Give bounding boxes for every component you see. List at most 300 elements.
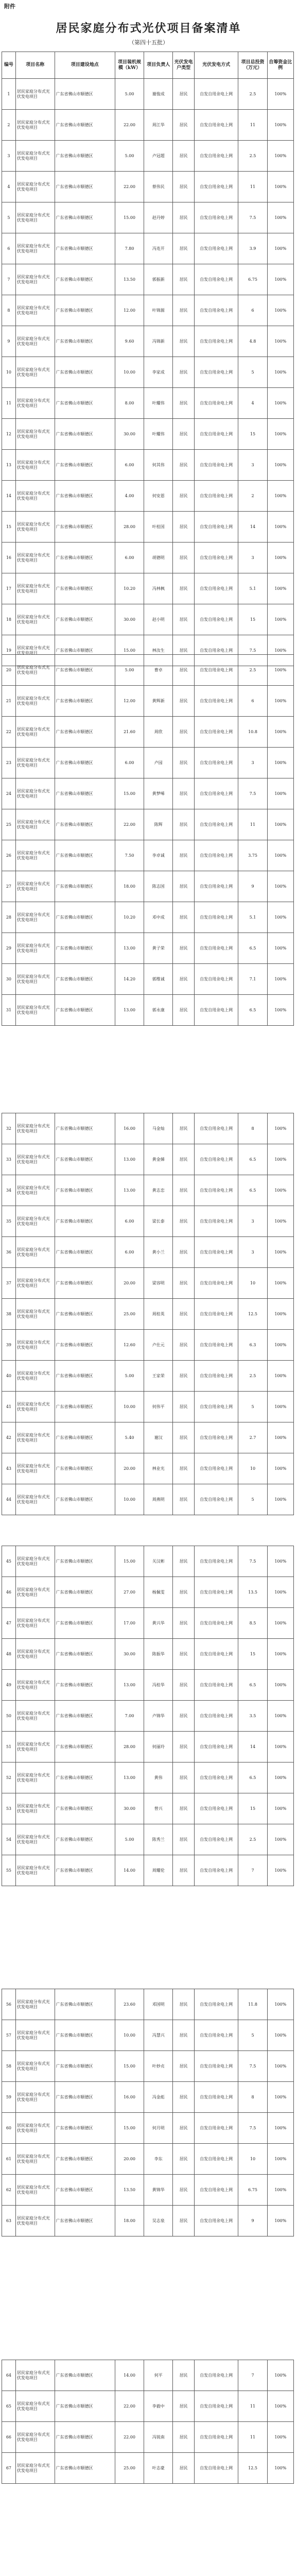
capacity-cell: 23.60 bbox=[115, 1989, 144, 2020]
person-cell: 李家成 bbox=[144, 357, 173, 388]
address-cell: 广东省佛山市顺德区 bbox=[55, 326, 115, 357]
column-header: 项目建设地点 bbox=[55, 52, 115, 79]
investment-cell: 7.5 bbox=[238, 2113, 267, 2144]
person-cell: 关汉彬 bbox=[144, 1546, 173, 1577]
capacity-cell: 14.00 bbox=[115, 1855, 144, 1886]
investment-cell: 13.5 bbox=[238, 1577, 267, 1608]
person-cell: 谢俊成 bbox=[144, 79, 173, 110]
table-row bbox=[2, 717, 294, 748]
capacity-cell: 22.00 bbox=[115, 172, 144, 202]
ratio-cell: 100% bbox=[267, 717, 293, 748]
capacity-cell: 27.00 bbox=[115, 1577, 144, 1608]
capacity-cell: 9.60 bbox=[115, 326, 144, 357]
ratio-cell: 100% bbox=[267, 1453, 293, 1484]
filing-table bbox=[2, 1113, 294, 1515]
capacity-cell: 5.00 bbox=[115, 79, 144, 110]
row-number: 25 bbox=[2, 809, 16, 840]
address-cell: 广东省佛山市顺德区 bbox=[55, 202, 115, 233]
table-row bbox=[2, 2175, 294, 2206]
capacity-cell: 6.00 bbox=[115, 1237, 144, 1268]
person-cell: 马金灿 bbox=[144, 1113, 173, 1144]
investment-cell: 15 bbox=[238, 604, 267, 635]
investment-cell: 11 bbox=[238, 172, 267, 202]
investment-cell: 6.75 bbox=[238, 2175, 267, 2206]
project-name-cell: 居民家庭分布式光伏发电项目 bbox=[15, 1237, 55, 1268]
project-name-cell: 居民家庭分布式光伏发电项目 bbox=[15, 748, 55, 778]
household-type-cell: 居民 bbox=[173, 233, 195, 264]
person-cell: 周桂英 bbox=[144, 1299, 173, 1330]
ratio-cell: 100% bbox=[267, 326, 293, 357]
ratio-cell: 100% bbox=[267, 481, 293, 512]
ratio-cell: 100% bbox=[267, 840, 293, 871]
row-number: 4 bbox=[2, 172, 16, 202]
address-cell: 广东省佛山市顺德区 bbox=[55, 2175, 115, 2206]
address-cell: 广东省佛山市顺德区 bbox=[55, 172, 115, 202]
row-number: 28 bbox=[2, 902, 16, 933]
capacity-cell: 22.00 bbox=[115, 2391, 144, 2422]
filing-table bbox=[2, 1546, 294, 1886]
investment-cell: 2 bbox=[238, 481, 267, 512]
investment-cell: 7.5 bbox=[238, 635, 267, 666]
investment-cell: 11 bbox=[238, 809, 267, 840]
household-type-cell: 居民 bbox=[173, 1824, 195, 1855]
investment-cell: 15 bbox=[238, 1793, 267, 1824]
person-cell: 周江华 bbox=[144, 110, 173, 141]
table-row bbox=[2, 1268, 294, 1299]
person-cell: 吴志泉 bbox=[144, 2206, 173, 2236]
row-number: 67 bbox=[2, 2453, 16, 2484]
method-cell: 自发自用余电上网 bbox=[194, 933, 238, 964]
method-cell: 自发自用余电上网 bbox=[194, 2113, 238, 2144]
table-row bbox=[2, 2082, 294, 2113]
household-type-cell: 居民 bbox=[173, 1330, 195, 1361]
ratio-cell: 100% bbox=[267, 2175, 293, 2206]
table-row bbox=[2, 1639, 294, 1670]
table-row bbox=[2, 264, 294, 295]
table-row bbox=[2, 1608, 294, 1639]
person-cell: 王家荣 bbox=[144, 1361, 173, 1392]
investment-cell: 5.1 bbox=[238, 573, 267, 604]
project-name-cell: 居民家庭分布式光伏发电项目 bbox=[15, 2051, 55, 2082]
ratio-cell: 100% bbox=[267, 995, 293, 1026]
project-name-cell: 居民家庭分布式光伏发电项目 bbox=[15, 1608, 55, 1639]
project-name-cell: 居民家庭分布式光伏发电项目 bbox=[15, 2453, 55, 2484]
person-cell: 何丽玲 bbox=[144, 1732, 173, 1762]
project-name-cell: 居民家庭分布式光伏发电项目 bbox=[15, 2206, 55, 2236]
method-cell: 自发自用余电上网 bbox=[194, 2391, 238, 2422]
capacity-cell: 13.00 bbox=[115, 995, 144, 1026]
table-block bbox=[2, 654, 293, 1026]
project-name-cell: 居民家庭分布式光伏发电项目 bbox=[15, 1989, 55, 2020]
investment-cell: 8.5 bbox=[238, 1608, 267, 1639]
capacity-cell: 13.00 bbox=[115, 1762, 144, 1793]
project-name-cell: 居民家庭分布式光伏发电项目 bbox=[15, 995, 55, 1026]
row-number: 35 bbox=[2, 1206, 16, 1237]
ratio-cell: 100% bbox=[267, 809, 293, 840]
address-cell: 广东省佛山市顺德区 bbox=[55, 778, 115, 809]
ratio-cell: 100% bbox=[267, 264, 293, 295]
table-row bbox=[2, 1824, 294, 1855]
address-cell: 广东省佛山市顺德区 bbox=[55, 357, 115, 388]
project-name-cell: 居民家庭分布式光伏发电项目 bbox=[15, 1422, 55, 1453]
row-number: 52 bbox=[2, 1762, 16, 1793]
row-number: 40 bbox=[2, 1361, 16, 1392]
person-cell: 叶志豪 bbox=[144, 2453, 173, 2484]
capacity-cell: 5.00 bbox=[115, 1361, 144, 1392]
table-row bbox=[2, 1299, 294, 1330]
person-cell: 叶桂国 bbox=[144, 512, 173, 543]
household-type-cell: 居民 bbox=[173, 635, 195, 666]
row-number: 12 bbox=[2, 419, 16, 450]
household-type-cell: 居民 bbox=[173, 357, 195, 388]
row-number: 1 bbox=[2, 79, 16, 110]
address-cell: 广东省佛山市顺德区 bbox=[55, 1422, 115, 1453]
household-type-cell: 居民 bbox=[173, 2422, 195, 2453]
ratio-cell: 100% bbox=[267, 1206, 293, 1237]
person-cell: 叶耀伟 bbox=[144, 419, 173, 450]
table-row bbox=[2, 964, 294, 995]
method-cell: 自发自用余电上网 bbox=[194, 110, 238, 141]
address-cell: 广东省佛山市顺德区 bbox=[55, 295, 115, 326]
household-type-cell: 居民 bbox=[173, 2175, 195, 2206]
capacity-cell: 20.00 bbox=[115, 2144, 144, 2175]
row-number: 33 bbox=[2, 1144, 16, 1175]
project-name-cell: 居民家庭分布式光伏发电项目 bbox=[15, 512, 55, 543]
method-cell: 自发自用余电上网 bbox=[194, 141, 238, 172]
capacity-cell: 5.00 bbox=[115, 1824, 144, 1855]
household-type-cell: 居民 bbox=[173, 202, 195, 233]
household-type-cell: 居民 bbox=[173, 1237, 195, 1268]
ratio-cell: 100% bbox=[267, 79, 293, 110]
method-cell: 自发自用余电上网 bbox=[194, 481, 238, 512]
table-row bbox=[2, 1453, 294, 1484]
person-cell: 陈秀兰 bbox=[144, 1824, 173, 1855]
project-name-cell: 居民家庭分布式光伏发电项目 bbox=[15, 1701, 55, 1732]
address-cell: 广东省佛山市顺德区 bbox=[55, 1484, 115, 1515]
household-type-cell: 居民 bbox=[173, 717, 195, 748]
method-cell: 自发自用余电上网 bbox=[194, 1670, 238, 1701]
ratio-cell: 100% bbox=[267, 871, 293, 902]
capacity-cell: 10.00 bbox=[115, 2020, 144, 2051]
investment-cell: 15 bbox=[238, 1639, 267, 1670]
address-cell: 广东省佛山市顺德区 bbox=[55, 840, 115, 871]
row-number: 60 bbox=[2, 2113, 16, 2144]
project-name-cell: 居民家庭分布式光伏发电项目 bbox=[15, 2144, 55, 2175]
address-cell: 广东省佛山市顺德区 bbox=[55, 686, 115, 717]
ratio-cell: 100% bbox=[267, 172, 293, 202]
household-type-cell: 居民 bbox=[173, 1701, 195, 1732]
person-cell: 陈振华 bbox=[144, 1639, 173, 1670]
table-row bbox=[2, 1762, 294, 1793]
person-cell: 卢冠超 bbox=[144, 141, 173, 172]
ratio-cell: 100% bbox=[267, 778, 293, 809]
project-name-cell: 居民家庭分布式光伏发电项目 bbox=[15, 1793, 55, 1824]
ratio-cell: 100% bbox=[267, 964, 293, 995]
table-row bbox=[2, 871, 294, 902]
address-cell: 广东省佛山市顺德区 bbox=[55, 1453, 115, 1484]
table-row bbox=[2, 655, 294, 686]
capacity-cell: 18.00 bbox=[115, 2206, 144, 2236]
address-cell: 广东省佛山市顺德区 bbox=[55, 1330, 115, 1361]
capacity-cell: 14.20 bbox=[115, 964, 144, 995]
project-name-cell: 居民家庭分布式光伏发电项目 bbox=[15, 110, 55, 141]
person-cell: 周欣 bbox=[144, 717, 173, 748]
table-header-row bbox=[2, 52, 294, 79]
project-name-cell: 居民家庭分布式光伏发电项目 bbox=[15, 902, 55, 933]
method-cell: 自发自用余电上网 bbox=[194, 809, 238, 840]
method-cell: 自发自用余电上网 bbox=[194, 295, 238, 326]
project-name-cell: 居民家庭分布式光伏发电项目 bbox=[15, 172, 55, 202]
address-cell: 广东省佛山市顺德区 bbox=[55, 809, 115, 840]
household-type-cell: 居民 bbox=[173, 573, 195, 604]
investment-cell: 5 bbox=[238, 357, 267, 388]
investment-cell: 6.75 bbox=[238, 264, 267, 295]
address-cell: 广东省佛山市顺德区 bbox=[55, 2082, 115, 2113]
person-cell: 何伟平 bbox=[144, 1392, 173, 1422]
project-name-cell: 居民家庭分布式光伏发电项目 bbox=[15, 357, 55, 388]
project-name-cell: 居民家庭分布式光伏发电项目 bbox=[15, 635, 55, 666]
project-name-cell: 居民家庭分布式光伏发电项目 bbox=[15, 1206, 55, 1237]
household-type-cell: 居民 bbox=[173, 778, 195, 809]
household-type-cell: 居民 bbox=[173, 1732, 195, 1762]
capacity-cell: 15.00 bbox=[115, 778, 144, 809]
household-type-cell: 居民 bbox=[173, 2391, 195, 2422]
person-cell: 曹卓 bbox=[144, 655, 173, 686]
person-cell: 冯林枫 bbox=[144, 573, 173, 604]
capacity-cell: 10.00 bbox=[115, 1484, 144, 1515]
household-type-cell: 居民 bbox=[173, 326, 195, 357]
project-name-cell: 居民家庭分布式光伏发电项目 bbox=[15, 1268, 55, 1299]
person-cell: 黄金娣 bbox=[144, 1144, 173, 1175]
person-cell: 卢园 bbox=[144, 748, 173, 778]
household-type-cell: 居民 bbox=[173, 264, 195, 295]
method-cell: 自发自用余电上网 bbox=[194, 79, 238, 110]
person-cell: 冯桂华 bbox=[144, 1670, 173, 1701]
table-row bbox=[2, 2051, 294, 2082]
household-type-cell: 居民 bbox=[173, 419, 195, 450]
household-type-cell: 居民 bbox=[173, 2051, 195, 2082]
table-row bbox=[2, 573, 294, 604]
row-number: 64 bbox=[2, 2360, 16, 2391]
capacity-cell: 30.00 bbox=[115, 1793, 144, 1824]
person-cell: 郭振新 bbox=[144, 264, 173, 295]
person-cell: 卢锦华 bbox=[144, 1701, 173, 1732]
investment-cell: 2.5 bbox=[238, 655, 267, 686]
project-name-cell: 居民家庭分布式光伏发电项目 bbox=[15, 1639, 55, 1670]
table-block bbox=[2, 1989, 293, 2236]
ratio-cell: 100% bbox=[267, 1546, 293, 1577]
household-type-cell: 居民 bbox=[173, 388, 195, 419]
method-cell: 自发自用余电上网 bbox=[194, 357, 238, 388]
method-cell: 自发自用余电上网 bbox=[194, 233, 238, 264]
address-cell: 广东省佛山市顺德区 bbox=[55, 1701, 115, 1732]
column-header: 项目负责人 bbox=[144, 52, 173, 79]
household-type-cell: 居民 bbox=[173, 2360, 195, 2391]
table-row bbox=[2, 2422, 294, 2453]
project-name-cell: 居民家庭分布式光伏发电项目 bbox=[15, 79, 55, 110]
ratio-cell: 100% bbox=[267, 1701, 293, 1732]
method-cell: 自发自用余电上网 bbox=[194, 1175, 238, 1206]
method-cell: 自发自用余电上网 bbox=[194, 635, 238, 666]
address-cell: 广东省佛山市顺德区 bbox=[55, 264, 115, 295]
person-cell: 冯锦新 bbox=[144, 326, 173, 357]
row-number: 27 bbox=[2, 871, 16, 902]
row-number: 56 bbox=[2, 1989, 16, 2020]
row-number: 61 bbox=[2, 2144, 16, 2175]
table-row bbox=[2, 79, 294, 110]
method-cell: 自发自用余电上网 bbox=[194, 1484, 238, 1515]
ratio-cell: 100% bbox=[267, 357, 293, 388]
capacity-cell: 25.00 bbox=[115, 1299, 144, 1330]
person-cell: 李东 bbox=[144, 2144, 173, 2175]
household-type-cell: 居民 bbox=[173, 295, 195, 326]
household-type-cell: 居民 bbox=[173, 809, 195, 840]
household-type-cell: 居民 bbox=[173, 2082, 195, 2113]
investment-cell: 6.5 bbox=[238, 933, 267, 964]
ratio-cell: 100% bbox=[267, 1639, 293, 1670]
household-type-cell: 居民 bbox=[173, 1299, 195, 1330]
row-number: 39 bbox=[2, 1330, 16, 1361]
project-name-cell: 居民家庭分布式光伏发电项目 bbox=[15, 1546, 55, 1577]
investment-cell: 5 bbox=[238, 2020, 267, 2051]
capacity-cell: 15.00 bbox=[115, 1546, 144, 1577]
ratio-cell: 100% bbox=[267, 2422, 293, 2453]
household-type-cell: 居民 bbox=[173, 2206, 195, 2236]
ratio-cell: 100% bbox=[267, 1484, 293, 1515]
table-row bbox=[2, 2453, 294, 2484]
table-row bbox=[2, 1484, 294, 1515]
capacity-cell: 10.00 bbox=[115, 1392, 144, 1422]
ratio-cell: 100% bbox=[267, 2113, 293, 2144]
row-number: 55 bbox=[2, 1855, 16, 1886]
method-cell: 自发自用余电上网 bbox=[194, 512, 238, 543]
capacity-cell: 8.00 bbox=[115, 388, 144, 419]
table-row bbox=[2, 202, 294, 233]
person-cell: 邓中成 bbox=[144, 902, 173, 933]
row-number: 43 bbox=[2, 1453, 16, 1484]
investment-cell: 2.5 bbox=[238, 1824, 267, 1855]
project-name-cell: 居民家庭分布式光伏发电项目 bbox=[15, 450, 55, 481]
investment-cell: 5 bbox=[238, 1392, 267, 1422]
table-row bbox=[2, 1361, 294, 1392]
investment-cell: 15 bbox=[238, 419, 267, 450]
capacity-cell: 25.00 bbox=[115, 2453, 144, 2484]
table-row bbox=[2, 141, 294, 172]
row-number: 47 bbox=[2, 1608, 16, 1639]
row-number: 13 bbox=[2, 450, 16, 481]
household-type-cell: 居民 bbox=[173, 512, 195, 543]
capacity-cell: 21.60 bbox=[115, 717, 144, 748]
ratio-cell: 100% bbox=[267, 1577, 293, 1608]
person-cell: 梁容明 bbox=[144, 1268, 173, 1299]
method-cell: 自发自用余电上网 bbox=[194, 964, 238, 995]
person-cell: 郭维诚 bbox=[144, 964, 173, 995]
person-cell: 赵小明 bbox=[144, 604, 173, 635]
investment-cell: 3.9 bbox=[238, 233, 267, 264]
address-cell: 广东省佛山市顺德区 bbox=[55, 512, 115, 543]
address-cell: 广东省佛山市顺德区 bbox=[55, 2360, 115, 2391]
row-number: 29 bbox=[2, 933, 16, 964]
capacity-cell: 22.00 bbox=[115, 2422, 144, 2453]
person-cell: 黄梦唏 bbox=[144, 778, 173, 809]
table-row bbox=[2, 357, 294, 388]
project-name-cell: 居民家庭分布式光伏发电项目 bbox=[15, 264, 55, 295]
project-name-cell: 居民家庭分布式光伏发电项目 bbox=[15, 2360, 55, 2391]
row-number: 66 bbox=[2, 2422, 16, 2453]
household-type-cell: 居民 bbox=[173, 840, 195, 871]
person-cell: 林汝生 bbox=[144, 635, 173, 666]
row-number: 42 bbox=[2, 1422, 16, 1453]
project-name-cell: 居民家庭分布式光伏发电项目 bbox=[15, 2082, 55, 2113]
household-type-cell: 居民 bbox=[173, 964, 195, 995]
method-cell: 自发自用余电上网 bbox=[194, 1701, 238, 1732]
capacity-cell: 30.00 bbox=[115, 419, 144, 450]
table-row bbox=[2, 172, 294, 202]
row-number: 11 bbox=[2, 388, 16, 419]
table-row bbox=[2, 840, 294, 871]
method-cell: 自发自用余电上网 bbox=[194, 450, 238, 481]
ratio-cell: 100% bbox=[267, 419, 293, 450]
project-name-cell: 居民家庭分布式光伏发电项目 bbox=[15, 543, 55, 573]
household-type-cell: 居民 bbox=[173, 1206, 195, 1237]
table-row bbox=[2, 933, 294, 964]
project-name-cell: 居民家庭分布式光伏发电项目 bbox=[15, 1453, 55, 1484]
method-cell: 自发自用余电上网 bbox=[194, 543, 238, 573]
address-cell: 广东省佛山市顺德区 bbox=[55, 110, 115, 141]
person-cell: 叶耀伟 bbox=[144, 388, 173, 419]
household-type-cell: 居民 bbox=[173, 1989, 195, 2020]
project-name-cell: 居民家庭分布式光伏发电项目 bbox=[15, 933, 55, 964]
investment-cell: 7 bbox=[238, 1855, 267, 1886]
capacity-cell: 14.00 bbox=[115, 2360, 144, 2391]
table-row bbox=[2, 2206, 294, 2236]
ratio-cell: 100% bbox=[267, 573, 293, 604]
address-cell: 广东省佛山市顺德区 bbox=[55, 1113, 115, 1144]
project-name-cell: 居民家庭分布式光伏发电项目 bbox=[15, 1670, 55, 1701]
person-cell: 冯连开 bbox=[144, 233, 173, 264]
method-cell: 自发自用余电上网 bbox=[194, 995, 238, 1026]
ratio-cell: 100% bbox=[267, 748, 293, 778]
project-name-cell: 居民家庭分布式光伏发电项目 bbox=[15, 964, 55, 995]
household-type-cell: 居民 bbox=[173, 2020, 195, 2051]
table-row bbox=[2, 1144, 294, 1175]
address-cell: 广东省佛山市顺德区 bbox=[55, 1824, 115, 1855]
ratio-cell: 100% bbox=[267, 2144, 293, 2175]
project-name-cell: 居民家庭分布式光伏发电项目 bbox=[15, 2175, 55, 2206]
table-row bbox=[2, 1793, 294, 1824]
row-number: 49 bbox=[2, 1670, 16, 1701]
capacity-cell: 30.00 bbox=[115, 1639, 144, 1670]
table-row bbox=[2, 1855, 294, 1886]
household-type-cell: 居民 bbox=[173, 1144, 195, 1175]
address-cell: 广东省佛山市顺德区 bbox=[55, 233, 115, 264]
investment-cell: 5 bbox=[238, 1484, 267, 1515]
ratio-cell: 100% bbox=[267, 2453, 293, 2484]
capacity-cell: 13.50 bbox=[115, 2175, 144, 2206]
capacity-cell: 6.00 bbox=[115, 748, 144, 778]
investment-cell: 14 bbox=[238, 1732, 267, 1762]
investment-cell: 12.5 bbox=[238, 1299, 267, 1330]
table-row bbox=[2, 686, 294, 717]
ratio-cell: 100% bbox=[267, 933, 293, 964]
person-cell: 郭永康 bbox=[144, 995, 173, 1026]
household-type-cell: 居民 bbox=[173, 655, 195, 686]
investment-cell: 12.5 bbox=[238, 2453, 267, 2484]
method-cell: 自发自用余电上网 bbox=[194, 840, 238, 871]
method-cell: 自发自用余电上网 bbox=[194, 1639, 238, 1670]
person-cell: 曾兴 bbox=[144, 1793, 173, 1824]
method-cell: 自发自用余电上网 bbox=[194, 2020, 238, 2051]
